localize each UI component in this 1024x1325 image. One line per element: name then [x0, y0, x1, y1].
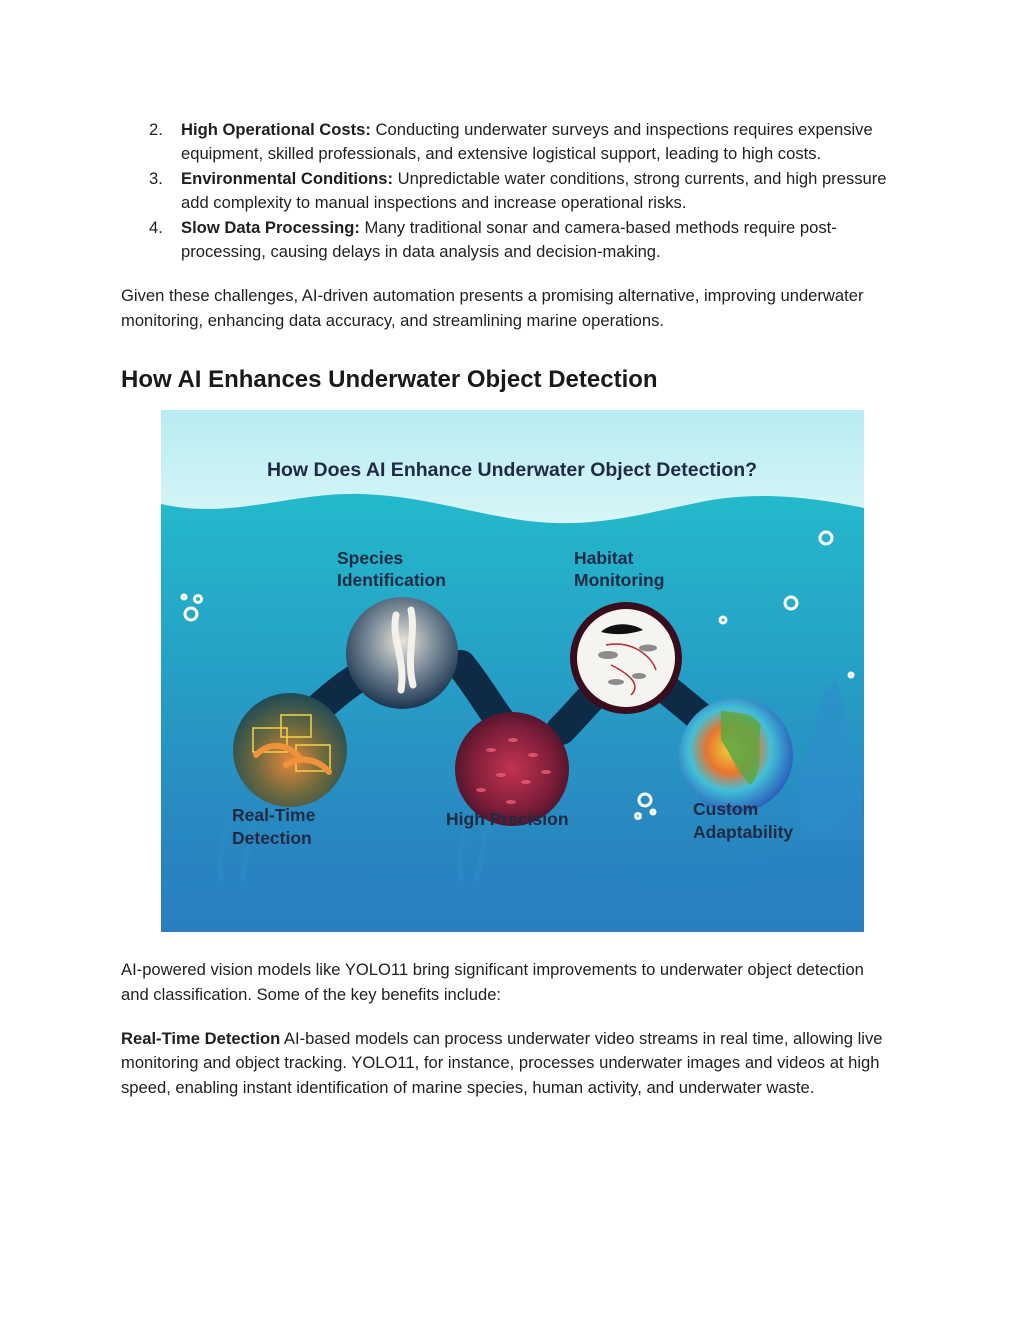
habitat-label: Monitoring [574, 570, 665, 591]
realtime-text: AI-based models can process underwater video streams in real time, allowing live monitoring and object tracking. YOLO11, for instance, processes underwater images and videos at high speed, enabling instant identification of marine species, human activity, and underwater waste. [121, 1029, 883, 1097]
list-item [121, 118, 891, 167]
list-number: 2. [149, 120, 163, 139]
list-number: 3. [149, 168, 163, 188]
list-text: Conducting underwater surveys and inspections requires expensive equipment, skilled professionals, and extensive logistical support, leading to high costs. [181, 120, 873, 164]
infographic-svg [161, 410, 864, 932]
benefits-paragraph: AI-powered vision models like YOLO11 bring significant improvements to underwater object detection and classification. Some of the key benefits include: [121, 960, 864, 1004]
list-term: Slow Data Processing: [181, 217, 360, 237]
section-heading: How AI Enhances Underwater Object Detection [121, 366, 658, 394]
species-label: Species [337, 548, 404, 569]
challenges-list [121, 118, 891, 264]
species-label: Identification [337, 570, 446, 591]
list-item [121, 167, 891, 216]
list-item [121, 216, 891, 265]
custom-label: Adaptability [693, 822, 794, 843]
list-text: Unpredictable water conditions, strong currents, and high pressure add complexity to manual inspections and increase operational risks. [181, 168, 887, 213]
infographic-title: How Does AI Enhance Underwater Object Detection? [266, 459, 758, 482]
realtime-term: Real-Time Detection [121, 1029, 281, 1049]
list-text: Many traditional sonar and camera-based methods require post-processing, causing delays in data analysis and decision-making. [181, 217, 837, 262]
infographic [161, 410, 864, 932]
intro-paragraph: Given these challenges, AI-driven automation presents a promising alternative, improving underwater monitoring, enhancing data accuracy, and streamlining marine operations. [121, 286, 864, 330]
habitat-monitoring-image [577, 609, 675, 707]
document-page [121, 118, 891, 1100]
realtime-paragraph [121, 1027, 891, 1100]
realtime-label: Real-Time [232, 805, 316, 826]
list-term: Environmental Conditions: [181, 168, 394, 188]
list-number: 4. [149, 217, 163, 237]
list-term: High Operational Costs: [181, 120, 371, 139]
realtime-label: Detection [232, 828, 312, 849]
precision-label: High Precision [446, 809, 569, 830]
habitat-label: Habitat [574, 548, 634, 569]
custom-label: Custom [693, 799, 759, 820]
